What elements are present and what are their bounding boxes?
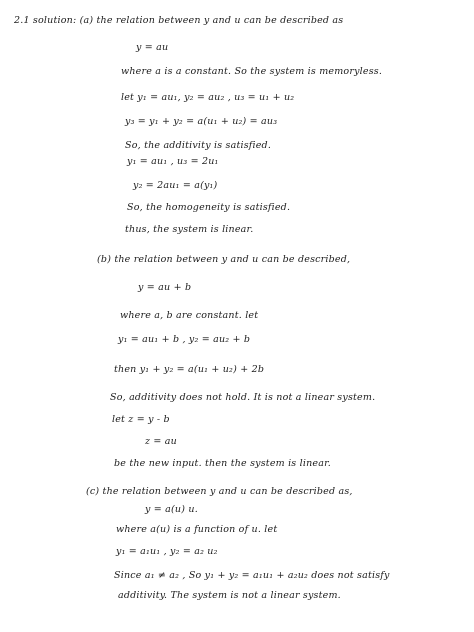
equation-line: z = au — [145, 436, 177, 447]
equation-line: y₂ = 2au₁ = a(y₁) — [133, 180, 218, 191]
part-b-heading: (b) the relation between y and u can be described, — [97, 254, 351, 265]
text-line: additivity. The system is not a linear system. — [118, 590, 341, 601]
equation-y-a-of-u: y = a(u) u. — [145, 504, 198, 515]
equation-y-au: y = au — [136, 42, 169, 53]
equation-line: y₁ = a₁u₁ , y₂ = a₂ u₂ — [116, 546, 218, 557]
text-line: So, additivity does not hold. It is not a linear system. — [110, 392, 376, 403]
equation-line: y₁ = au₁ + b , y₂ = au₂ + b — [118, 334, 251, 345]
text-line: Since a₁ ≠ a₂ , So y₁ + y₂ = a₁u₁ + a₂u₂ does not satisfy — [114, 570, 390, 581]
equation-line: let y₁ = au₁, y₂ = au₂ , u₃ = u₁ + u₂ — [121, 92, 295, 103]
equation-line: y₃ = y₁ + y₂ = a(u₁ + u₂) = au₃ — [125, 116, 278, 127]
text-line: where a is a constant. So the system is memoryless. — [121, 66, 383, 77]
equation-line: y₁ = au₁ , u₃ = 2u₁ — [127, 156, 219, 167]
equation-y-au-b: y = au + b — [138, 282, 192, 293]
part-c-heading: (c) the relation between y and u can be described as, — [86, 486, 353, 497]
text-line: thus, the system is linear. — [125, 224, 254, 235]
text-line: where a(u) is a function of u. let — [116, 524, 278, 535]
text-line: So, the homogeneity is satisfied. — [127, 202, 291, 213]
equation-line: then y₁ + y₂ = a(u₁ + u₂) + 2b — [114, 364, 265, 375]
text-line: where a, b are constant. let — [120, 310, 259, 321]
solution-heading: 2.1 solution: (a) the relation between y and u can be described as — [14, 15, 344, 26]
text-line: be the new input. then the system is linear. — [114, 458, 331, 469]
text-line: So, the additivity is satisfied. — [125, 140, 272, 151]
equation-line: let z = y - b — [112, 414, 170, 425]
